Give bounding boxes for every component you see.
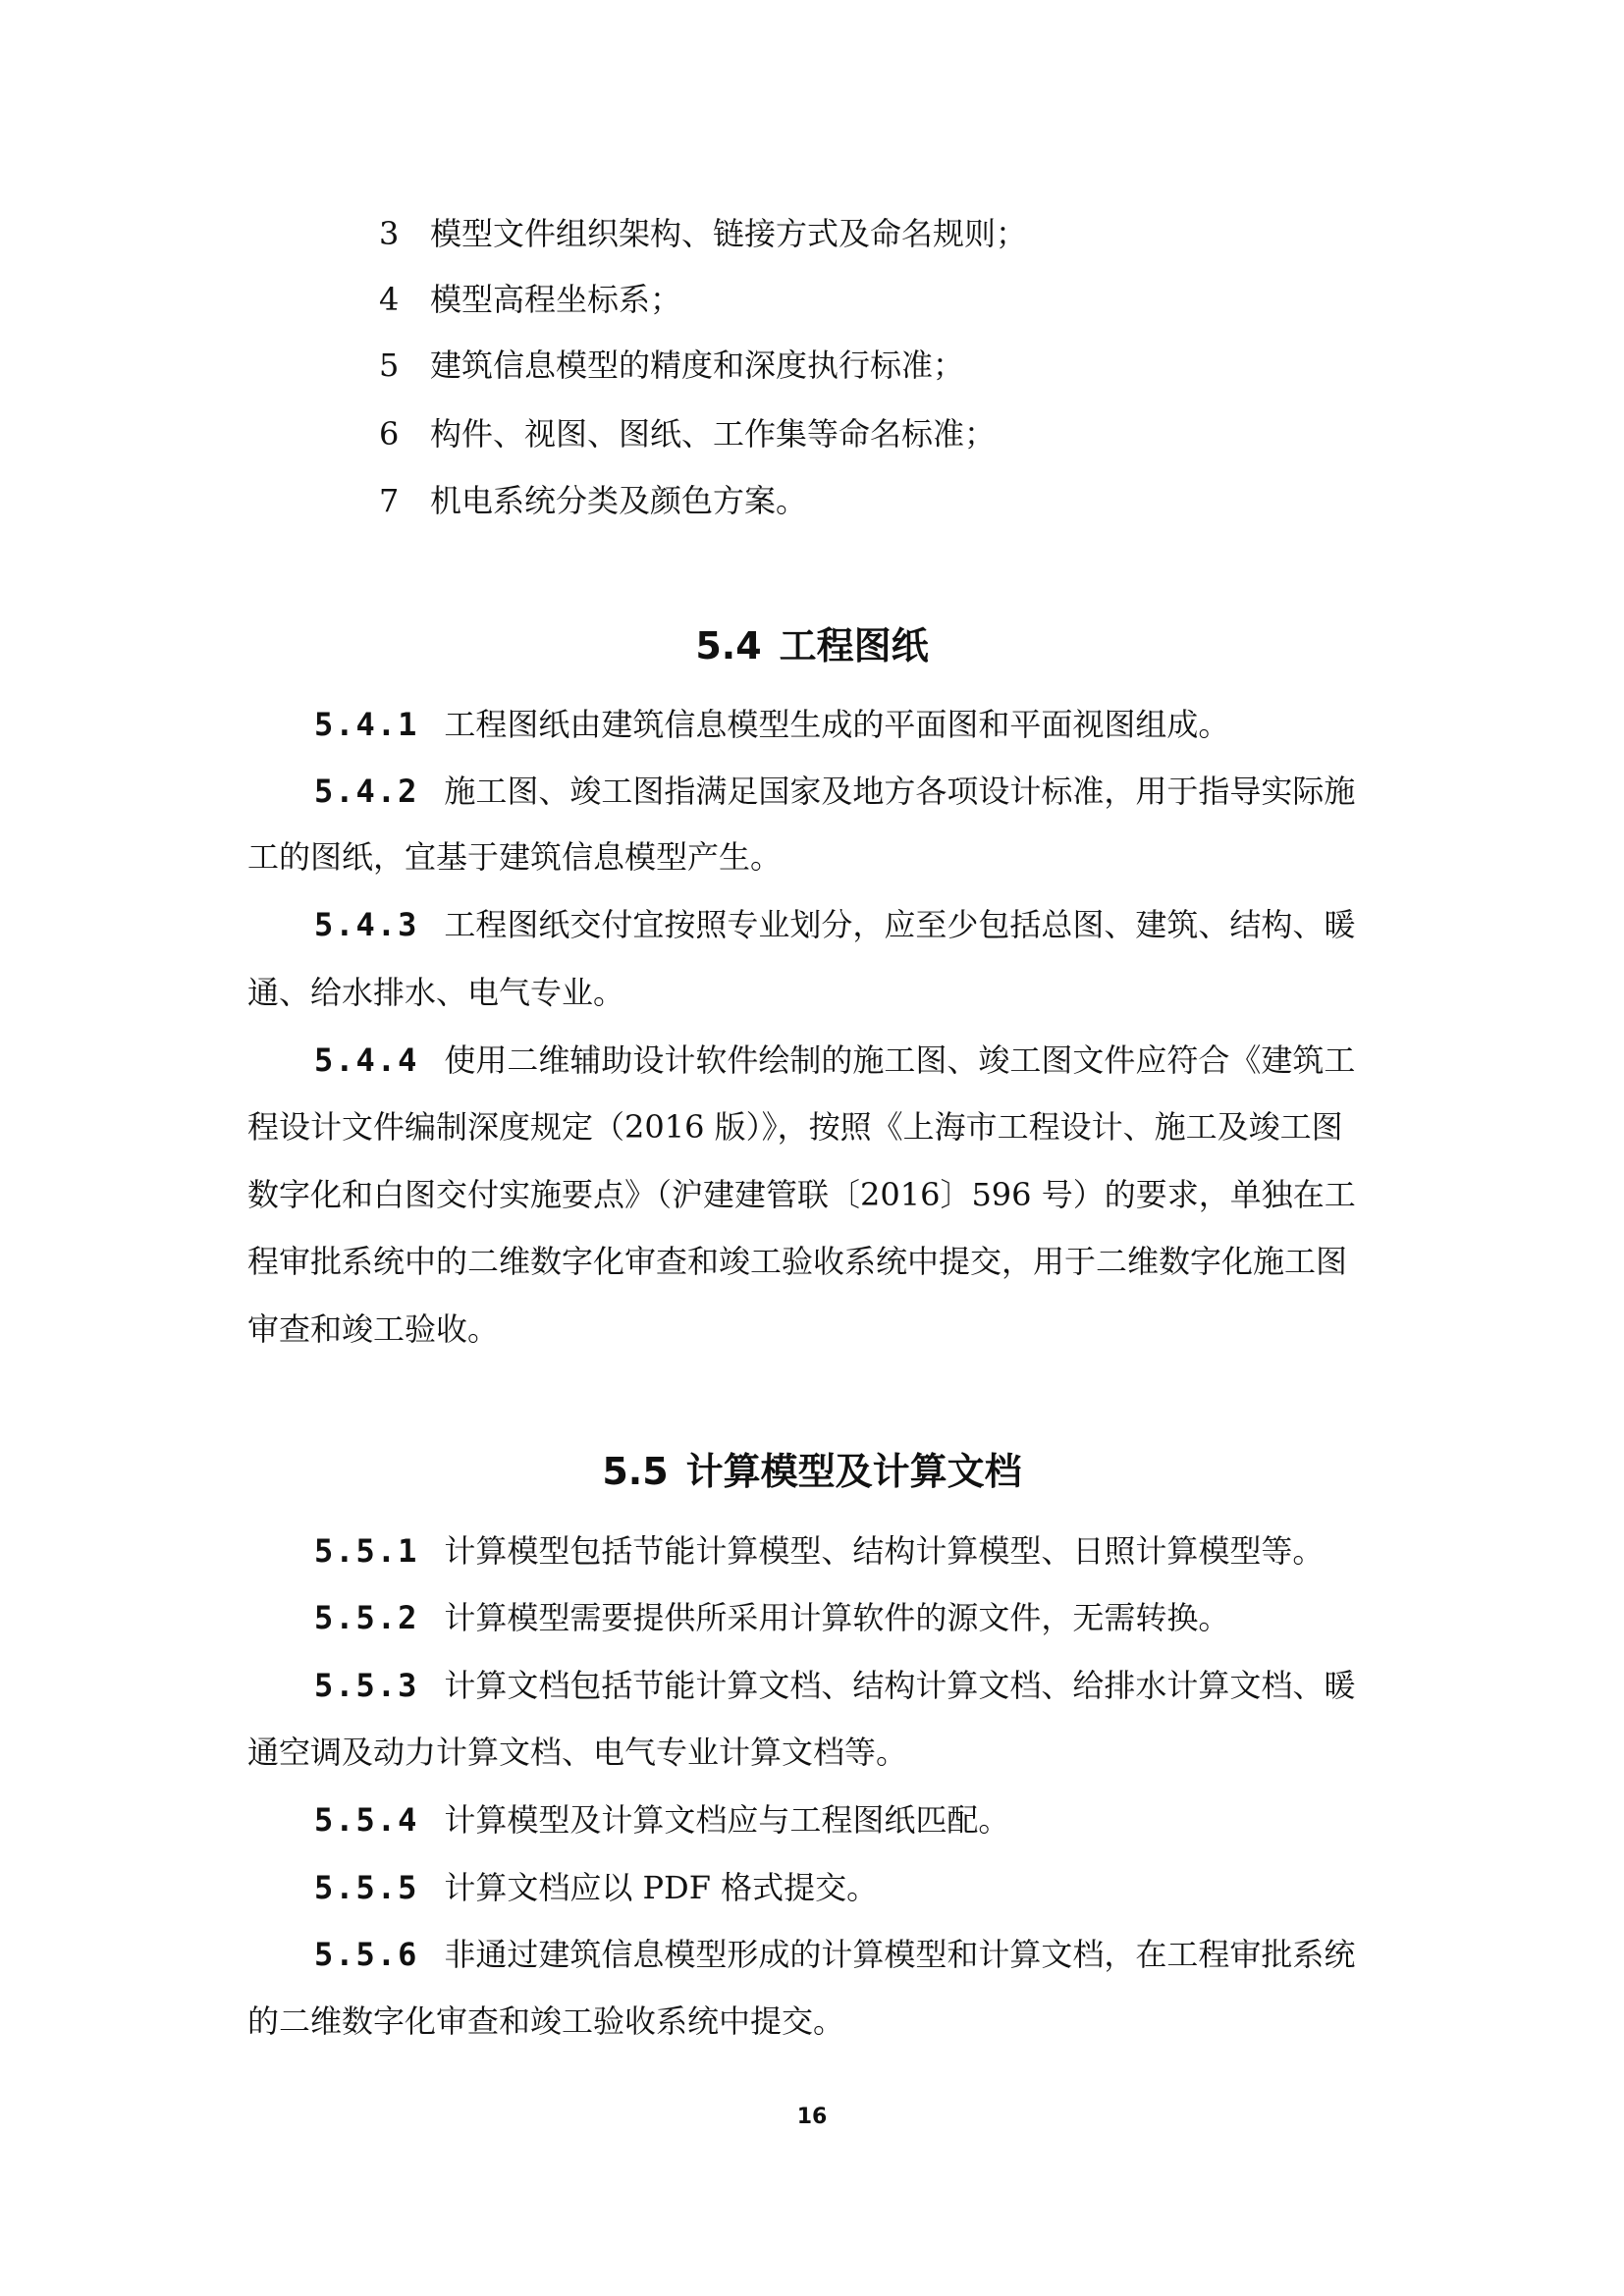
clause-number: 5.4.1	[314, 706, 419, 743]
clause-continuation: 工的图纸，宜基于建筑信息模型产生。	[247, 838, 783, 876]
list-item-text: 模型高程坐标系；	[430, 281, 682, 318]
page-number: 16	[796, 2105, 828, 2129]
list-item-number: 3	[379, 215, 400, 252]
clause-text: 计算文档应以 PDF 格式提交。	[444, 1869, 879, 1906]
clause-text: 非通过建筑信息模型形成的计算模型和计算文档，在工程审批系统	[444, 1936, 1356, 1973]
section-heading-5-5	[0, 1448, 1624, 1495]
clause-5-4-1	[314, 705, 1229, 744]
clause-text: 工程图纸交付宜按照专业划分，应至少包括总图、建筑、结构、暖	[444, 906, 1356, 943]
clause-number: 5.5.3	[314, 1667, 419, 1704]
clause-number: 5.5.4	[314, 1801, 419, 1839]
section-number: 5.5	[602, 1450, 669, 1493]
clause-5-4-3	[314, 905, 1355, 944]
clause-continuation: 的二维数字化审查和竣工验收系统中提交。	[247, 2002, 845, 2040]
clause-continuation: 通、给水排水、电气专业。	[247, 974, 625, 1011]
clause-continuation: 通空调及动力计算文档、电气专业计算文档等。	[247, 1734, 908, 1771]
clause-number: 5.4.4	[314, 1041, 419, 1079]
list-item-number: 5	[379, 347, 400, 384]
list-item	[379, 481, 807, 520]
clause-continuation: 审查和竣工验收。	[247, 1310, 500, 1348]
section-number: 5.4	[695, 624, 762, 667]
clause-text: 使用二维辅助设计软件绘制的施工图、竣工图文件应符合《建筑工	[444, 1041, 1356, 1079]
clause-continuation: 程设计文件编制深度规定（2016 版）》，按照《上海市工程设计、施工及竣工图	[247, 1108, 1343, 1146]
clause-text: 计算模型包括节能计算模型、结构计算模型、日照计算模型等。	[444, 1532, 1325, 1570]
list-item	[379, 214, 1027, 253]
clause-continuation: 程审批系统中的二维数字化审查和竣工验收系统中提交，用于二维数字化施工图	[247, 1243, 1348, 1280]
clause-5-5-3	[314, 1666, 1355, 1705]
clause-5-5-4	[314, 1800, 1009, 1840]
list-item	[379, 346, 964, 385]
section-title: 计算模型及计算文档	[685, 1450, 1022, 1493]
clause-5-4-2	[314, 772, 1355, 811]
list-item-text: 机电系统分类及颜色方案。	[430, 482, 808, 519]
list-item	[379, 414, 996, 454]
list-item-number: 6	[379, 415, 400, 453]
list-item-text: 模型文件组织架构、链接方式及命名规则；	[430, 215, 1028, 252]
clause-text: 计算模型及计算文档应与工程图纸匹配。	[444, 1801, 1010, 1839]
clause-5-5-1	[314, 1531, 1324, 1571]
clause-number: 5.5.2	[314, 1599, 419, 1636]
list-item-text: 构件、视图、图纸、工作集等命名标准；	[430, 415, 997, 453]
list-item	[379, 280, 681, 319]
clause-continuation: 数字化和白图交付实施要点》（沪建建管联〔2016〕596 号）的要求，单独在工	[247, 1176, 1356, 1213]
clause-text: 施工图、竣工图指满足国家及地方各项设计标准，用于指导实际施	[444, 773, 1356, 810]
list-item-text: 建筑信息模型的精度和深度执行标准；	[430, 347, 965, 384]
clause-text: 计算模型需要提供所采用计算软件的源文件，无需转换。	[444, 1599, 1230, 1636]
clause-number: 5.4.3	[314, 906, 419, 943]
clause-number: 5.5.5	[314, 1869, 419, 1906]
list-item-number: 4	[379, 281, 400, 318]
clause-number: 5.5.1	[314, 1532, 419, 1570]
clause-5-4-4	[314, 1041, 1355, 1080]
clause-5-5-5	[314, 1868, 878, 1907]
section-heading-5-4	[0, 622, 1624, 669]
clause-number: 5.4.2	[314, 773, 419, 810]
clause-text: 计算文档包括节能计算文档、结构计算文档、给排水计算文档、暖	[444, 1667, 1356, 1704]
clause-5-5-6	[314, 1935, 1355, 1974]
clause-5-5-2	[314, 1598, 1229, 1637]
list-item-number: 7	[379, 482, 400, 519]
clause-number: 5.5.6	[314, 1936, 419, 1973]
clause-text: 工程图纸由建筑信息模型生成的平面图和平面视图组成。	[444, 706, 1230, 743]
section-title: 工程图纸	[779, 624, 929, 667]
